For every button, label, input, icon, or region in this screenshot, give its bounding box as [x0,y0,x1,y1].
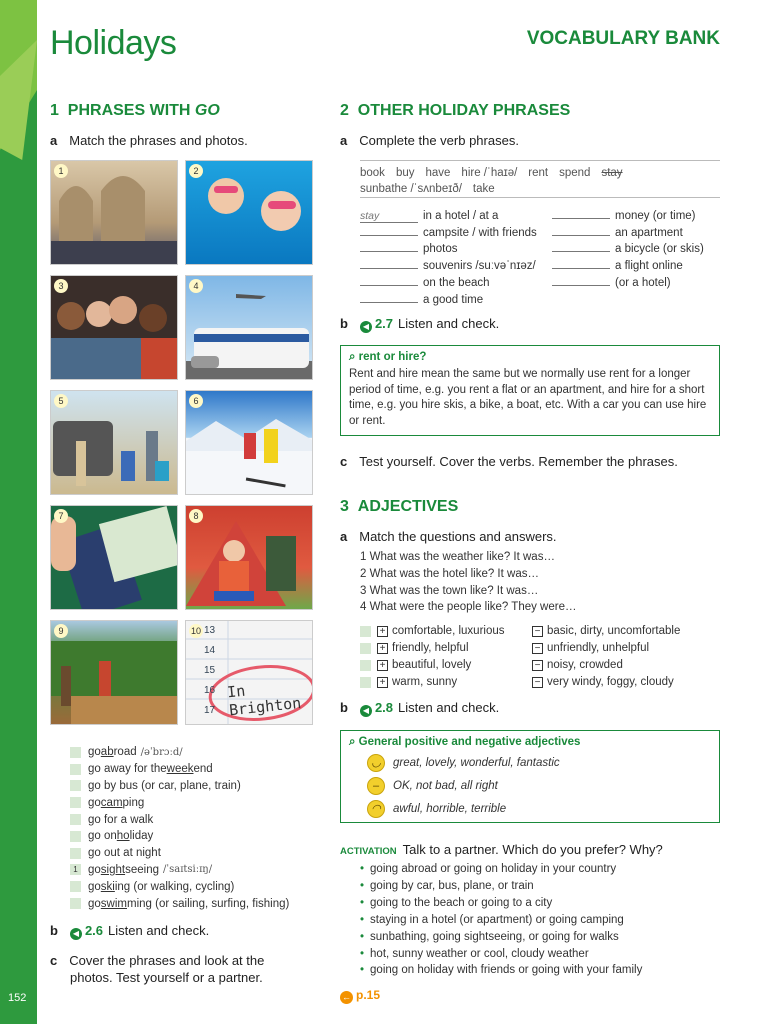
verb: hire /ˈhaɪə/ [461,167,518,179]
phrase-text: a good time [423,293,484,306]
minus-icon: − [532,643,543,654]
fill-in-item [360,294,483,306]
answer-box[interactable] [70,898,81,909]
section-2-title: 2 OTHER HOLIDAY PHRASES [340,102,571,119]
phrase-text: on the beach [423,276,490,289]
arrow-left-icon: ← [342,992,351,1002]
blank-input[interactable] [360,268,418,269]
phrase-text: in a hotel / at a [423,210,499,222]
calendar-date: 14 [204,645,216,656]
fill-in-item [360,227,537,239]
calendar-date: 17 [204,705,216,716]
fill-in-item [360,260,536,272]
photo-coach-bus: 4 [185,275,313,380]
plus-icon: + [377,626,388,637]
fill-in-item [552,210,696,222]
answer-box[interactable] [70,764,81,775]
calendar-date: 15 [204,665,216,676]
phrase-text: go [88,880,101,893]
calendar-date: 16 [204,685,216,696]
answer-box[interactable] [70,881,81,892]
adjectives-note: ⌕ General positive and negative adjectives ◡ great, lovely, wonderful, fantastic – OK, not bad, all right ◠ awful, horrible, terrible [340,730,720,823]
activation-prompt: ACTIVATION Talk to a partner. Which do you prefer? Why? [340,842,663,857]
verb: have [425,167,451,179]
verb: buy [395,167,415,179]
section-2a-instruction: a Complete the verb phrases. [340,133,519,148]
phrase-text: liday [129,830,154,843]
list-item: • sunbathing, going sightseeing, or going for walks [360,929,642,946]
section-3-title: 3 ADJECTIVES [340,498,459,515]
phrase-text: go [88,796,101,809]
list-item: • going to the beach or going to a city [360,895,642,912]
list-item: • going by car, bus, plane, or train [360,878,642,895]
question: 3 What was the town like? It was… [360,584,539,597]
phrase-text: a flight online [615,260,683,273]
answer-box[interactable] [70,797,81,808]
phrase-text: go [88,897,101,910]
phrase-row [70,862,293,879]
phrase-row [70,811,293,828]
audio-icon[interactable]: ◀ [70,928,82,940]
blank-input[interactable] [360,302,418,303]
section-2c-instruction: c Test yourself. Cover the verbs. Remember the phrases. [340,454,678,469]
verb-word-box [360,160,720,198]
blank-input[interactable] [552,251,610,252]
phrase-text: ski [100,880,115,893]
minus-icon: − [532,660,543,671]
answer-box[interactable] [70,780,81,791]
calendar-date: 13 [204,625,216,636]
phrase-text: campsite / with friends [423,226,537,239]
phrase-text: ing (or walking, cycling) [114,880,235,893]
answer-box[interactable]: 1 [70,864,81,875]
phrase-row [70,778,293,795]
minus-icon: − [532,677,543,688]
phrase-text: ho [116,830,130,843]
go-phrase-list [70,744,293,912]
neutral-face-icon: – [367,777,385,795]
verb: book [360,167,385,179]
phrase-text: week [166,763,194,776]
answer-row: + comfortable, luxurious [360,625,505,637]
answer-row: + warm, sunny [360,676,457,688]
section-2b-instruction: b ◀ 2.7 Listen and check. [340,316,500,331]
blank-input[interactable] [360,251,418,252]
page-number: 152 [8,992,27,1004]
blank-input[interactable] [552,218,610,219]
activation-list [360,861,642,979]
list-item: • hot, sunny weather or cool, cloudy weather [360,946,642,963]
phrase-text: go for a walk [88,813,154,826]
blank-input[interactable] [360,285,418,286]
negative-adjectives: − noisy, crowded [532,659,623,671]
section-1-title: 1 PHRASES WITH GO [50,102,220,119]
blank-input[interactable] [552,285,610,286]
fill-in-item [552,243,704,255]
phrase-text: (or a hotel) [615,276,671,289]
phrase-row [70,744,293,761]
phrase-text: go [88,863,101,876]
phrase-text: go [88,746,101,759]
plus-icon: + [377,677,388,688]
page-reference-link[interactable]: ← p.15 [342,988,381,1002]
phrase-text: photos [423,243,458,256]
section-3a-instruction: a Match the questions and answers. [340,529,557,544]
calendar-handwritten-note: In Brighton [226,681,302,720]
phrase-text: an apartment [615,226,683,239]
search-icon: ⌕ [349,736,356,748]
phrase-text: go on [88,830,117,843]
question: 2 What was the hotel like? It was… [360,567,539,580]
photo-swimming: 2 [185,160,313,265]
fill-in-item [360,210,498,223]
answer-box[interactable] [360,643,371,654]
answer-row: + friendly, helpful [360,642,469,654]
minus-icon: − [532,626,543,637]
photo-car-luggage: 5 [50,390,178,495]
fill-in-item [552,227,683,239]
phrase-row [70,828,293,845]
photo-calendar: 10 13 14 15 16 17 In Brighton [185,620,313,725]
answer-box[interactable] [360,677,371,688]
negative-adjectives: − basic, dirty, uncomfortable [532,625,680,637]
phrase-text: ab [100,746,114,759]
section-1b-instruction: b ◀ 2.6 Listen and check. [50,923,210,938]
page-title: Holidays [50,24,177,62]
phrase-text: go away for the [88,763,167,776]
list-item: • staying in a hotel (or apartment) or going camping [360,912,642,929]
search-icon: ⌕ [349,351,356,363]
phrase-text: swim [100,897,127,910]
phrase-text: road [113,746,137,759]
answer-box[interactable] [70,747,81,758]
negative-adjectives: − unfriendly, unhelpful [532,642,649,654]
section-1c-instruction: c Cover the phrases and look at the photos. Test yourself or a partner. [50,953,265,985]
list-item: • going abroad or going on holiday in your country [360,861,642,878]
verb: take [472,183,495,195]
photo-camping: 8 [185,505,313,610]
rent-or-hire-note: ⌕ rent or hire? Rent and hire mean the same but we normally use rent for a longer period of time, e.g. you rent a flat or an apartment, and hire for a short time, e.g. you hire skis, a bike, a boat, etc. With a car you can use hire or rent. [340,345,720,436]
section-1a-instruction: a Match the phrases and photos. [50,133,248,148]
blank-input[interactable]: stay [360,210,418,223]
verb: rent [528,167,549,179]
verb: stay [601,167,623,179]
blank-input[interactable] [552,235,610,236]
phrase-text: end [193,763,213,776]
vocabulary-bank-header: VOCABULARY BANK [526,28,720,49]
plus-icon: + [377,660,388,671]
answer-box[interactable] [70,848,81,859]
fill-in-item [360,243,458,255]
phrase-text: go by bus (or car, plane, train) [88,779,241,792]
verb: sunbathe /ˈsʌnbeɪð/ [360,183,462,195]
plus-icon: + [377,643,388,654]
blank-input[interactable] [552,268,610,269]
phrase-row [70,845,293,862]
question: 4 What were the people like? They were… [360,601,577,614]
phonetic-text: /ˈsaɪtsiːɪŋ/ [162,864,213,876]
blank-input[interactable] [360,235,418,236]
phrase-text: sight [100,863,126,876]
negative-adjectives: − very windy, foggy, cloudy [532,676,674,688]
answer-box[interactable] [70,814,81,825]
phrase-text: seeing [125,863,159,876]
phrase-row [70,895,293,912]
phrase-row [70,761,293,778]
answer-box[interactable] [360,626,371,637]
question-list [360,549,576,616]
phrase-text: ping [122,796,145,809]
photo-friends: 3 [50,275,178,380]
fill-in-item [552,277,671,289]
question: 1 What was the weather like? It was… [360,551,555,563]
photo-skiing: 6 [185,390,313,495]
left-sidebar [0,0,37,1024]
sad-face-icon: ◠ [367,800,385,818]
photo-passport-tickets: 7 [50,505,178,610]
answer-row: + beautiful, lovely [360,659,471,671]
fill-in-item [552,260,683,272]
phrase-text: cam [100,796,123,809]
phrase-text: money (or time) [615,210,696,222]
photo-hiking: 9 [50,620,178,725]
phrase-row [70,794,293,811]
phonetic-text: /əˈbrɔːd/ [140,746,183,758]
section-3b-instruction: b ◀ 2.8 Listen and check. [340,700,500,715]
phrase-row [70,878,293,895]
photo-cathedral: 1 [50,160,178,265]
phrase-text: souvenirs /suːvəˈnɪəz/ [423,260,536,273]
audio-icon[interactable]: ◀ [360,321,372,333]
phrase-text: go out at night [88,847,161,860]
answer-box[interactable] [70,831,81,842]
happy-face-icon: ◡ [367,754,385,772]
answer-box[interactable] [360,660,371,671]
list-item: • going on holiday with friends or going with your family [360,962,642,979]
verb: spend [559,167,591,179]
audio-icon[interactable]: ◀ [360,705,372,717]
phrase-text: ming (or sailing, surfing, fishing) [127,897,290,910]
phrase-text: a bicycle (or skis) [615,243,704,256]
fill-in-item [360,277,490,289]
